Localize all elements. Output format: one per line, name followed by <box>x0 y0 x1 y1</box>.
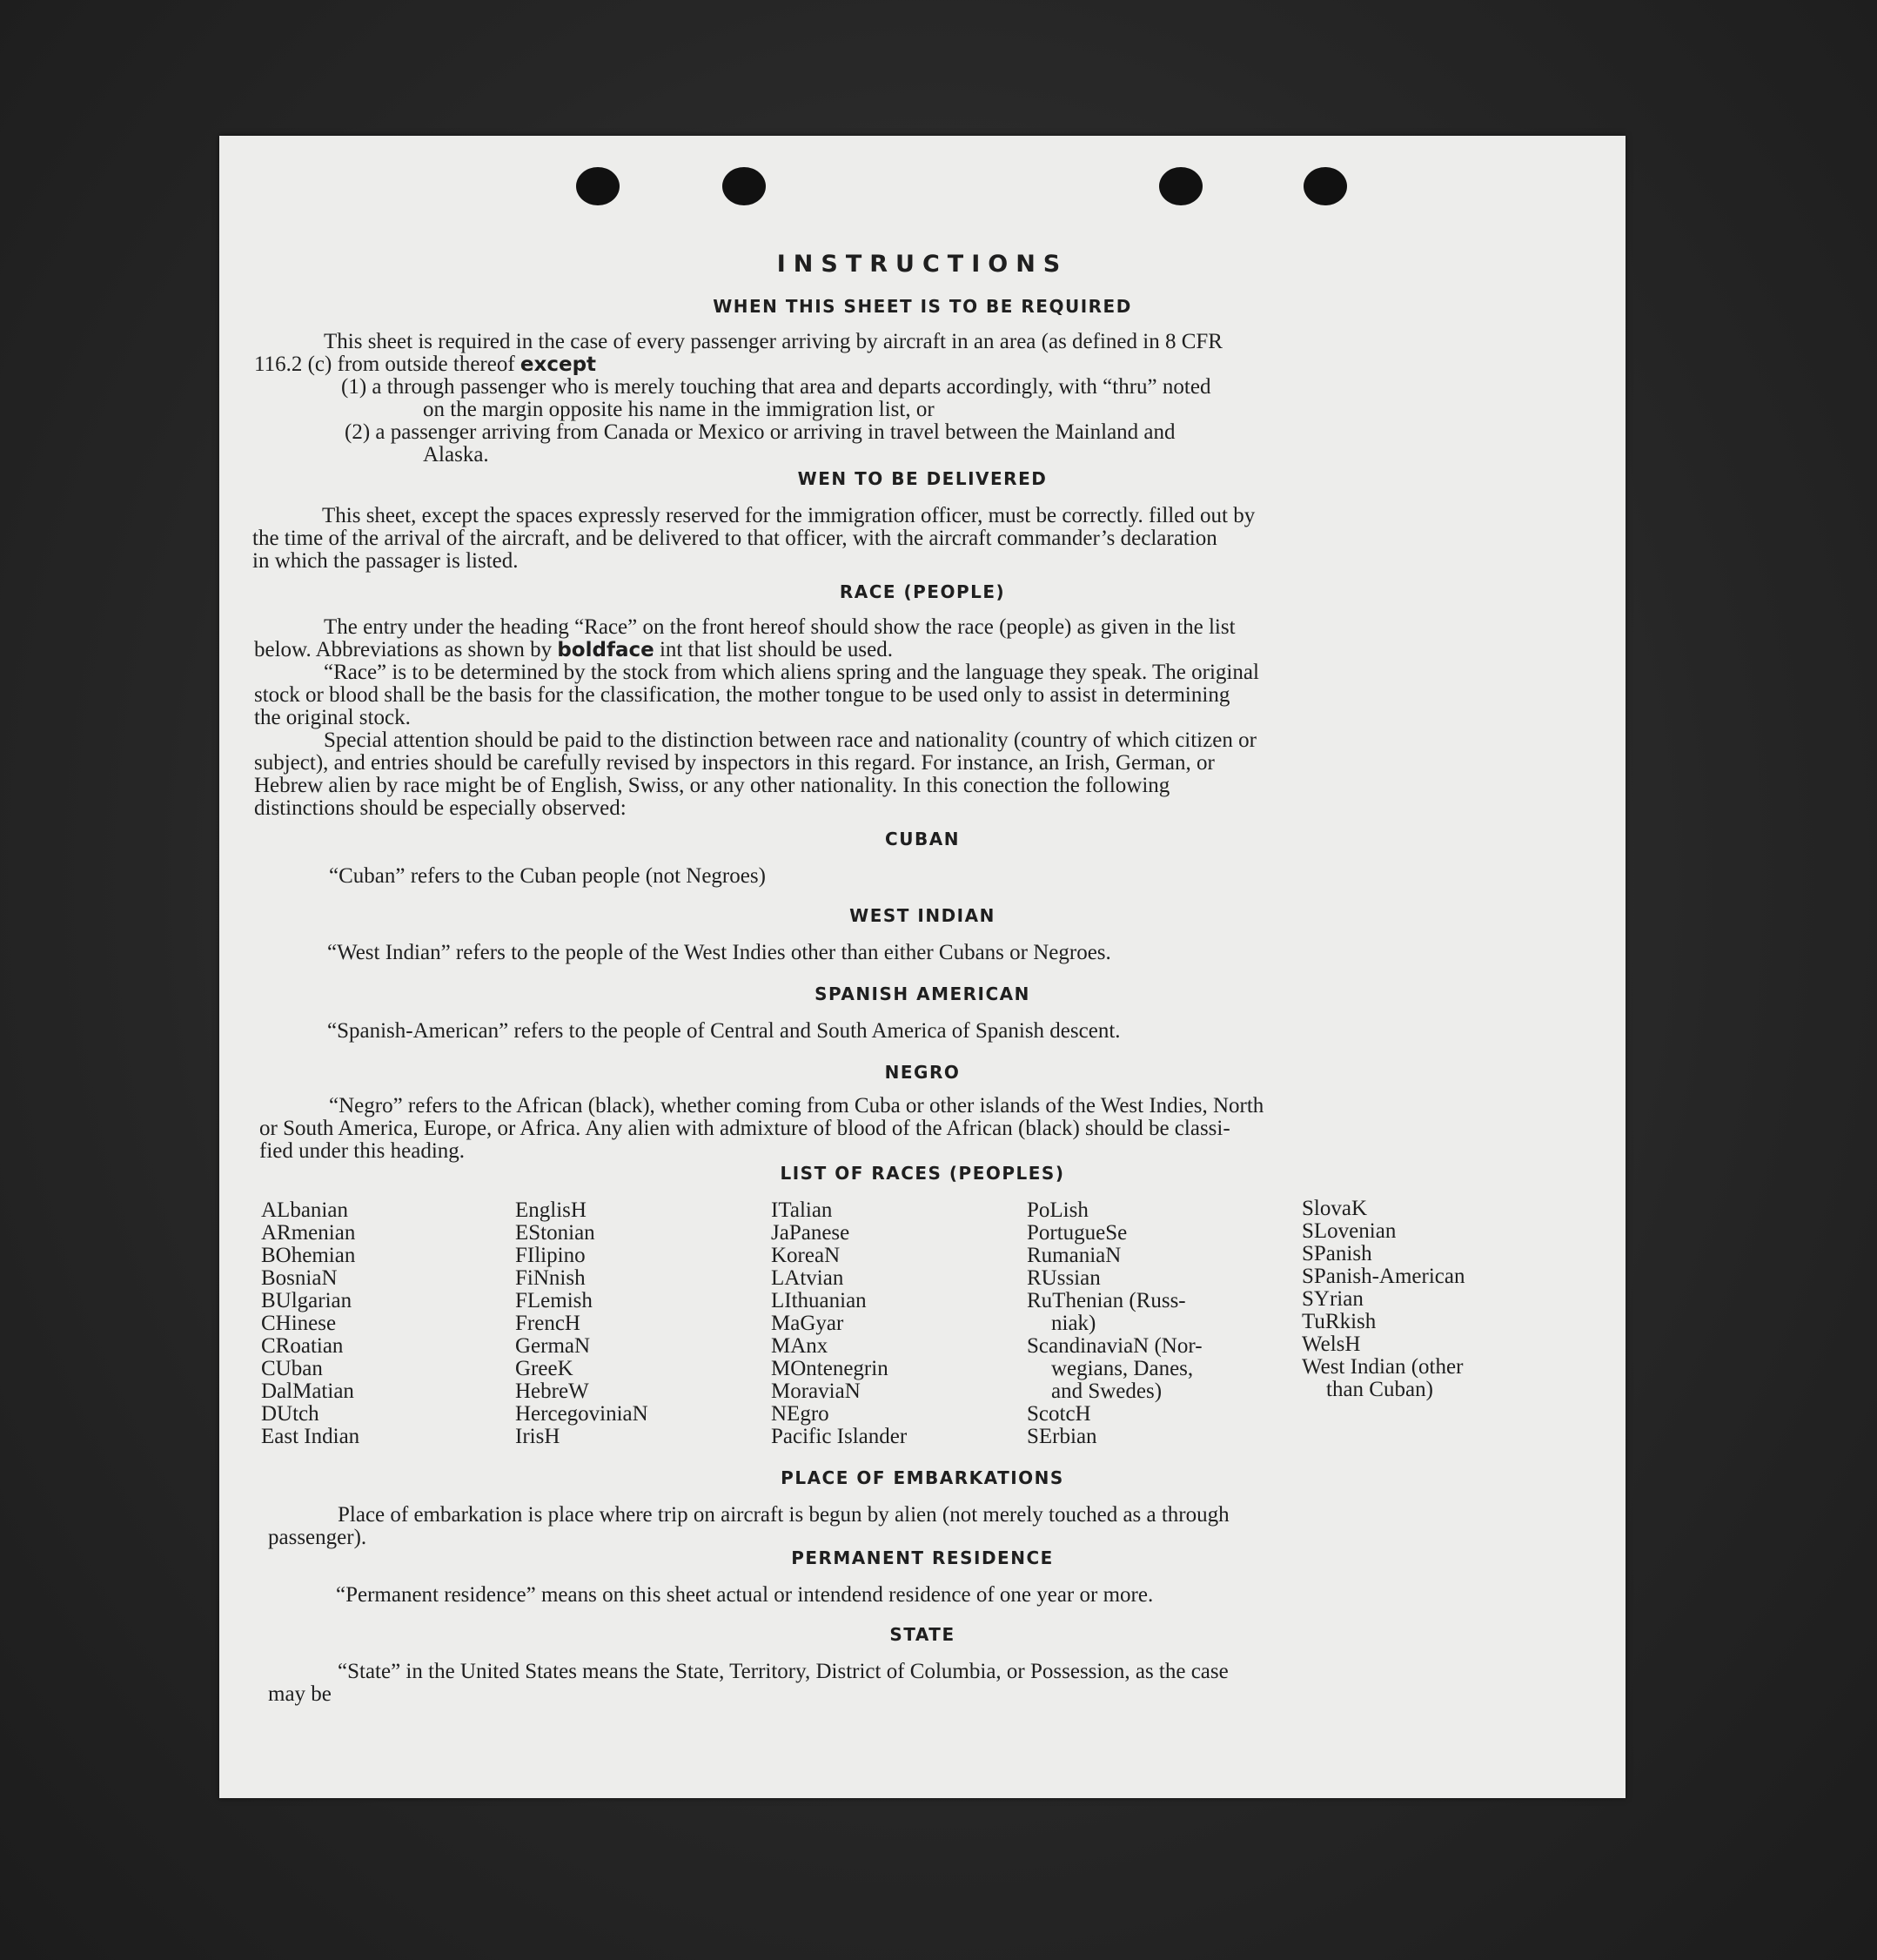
race-item: SPanish <box>1302 1242 1372 1265</box>
heading-cuban: CUBAN <box>885 829 960 849</box>
race-item: RUssian <box>1027 1266 1101 1290</box>
text-permanent-residence: “Permanent residence” means on this sheet actual or intendend residence of one year or more. <box>336 1583 1154 1607</box>
race-item: GermaN <box>515 1334 591 1358</box>
heading-spanish-american: SPANISH AMERICAN <box>814 983 1030 1004</box>
text-line: Hebrew alien by race might be of English, Swiss, or any other nationality. In this conection the following <box>254 774 1170 797</box>
text-cuban: “Cuban” refers to the Cuban people (not Negroes) <box>329 864 766 888</box>
race-item: BosniaN <box>261 1266 338 1290</box>
race-item: MaGyar <box>771 1312 844 1335</box>
race-item: SLovenian <box>1302 1219 1397 1243</box>
text-segment: 116.2 (c) from outside thereof <box>254 352 520 376</box>
heading-when-required: WHEN THIS SHEET IS TO BE REQUIRED <box>713 296 1132 317</box>
race-item: NEgro <box>771 1402 829 1426</box>
punch-hole <box>1159 167 1203 205</box>
text-line: on the margin opposite his name in the immigration list, or <box>423 398 935 421</box>
race-item: MoraviaN <box>771 1379 861 1403</box>
race-item: DalMatian <box>261 1379 354 1403</box>
race-item: TuRkish <box>1302 1310 1377 1333</box>
race-item: RuThenian (Russ- <box>1027 1289 1186 1312</box>
race-item: MAnx <box>771 1334 828 1358</box>
text-line: (1) a through passenger who is merely touching that area and departs accordingly, with “thru” noted <box>341 375 1211 399</box>
heading-negro: NEGRO <box>884 1062 961 1083</box>
text-line: This sheet, except the spaces expressly reserved for the immigration officer, must be correctly. filled out by <box>322 504 1256 527</box>
heading-when-delivered: WEN TO BE DELIVERED <box>797 468 1048 489</box>
race-item: FLemish <box>515 1289 593 1312</box>
text-line: or South America, Europe, or Africa. Any alien with admixture of blood of the African (black) should be classi- <box>259 1117 1230 1140</box>
race-item: SPanish-American <box>1302 1265 1465 1288</box>
race-item: FIlipino <box>515 1244 586 1267</box>
text-line: fied under this heading. <box>259 1139 466 1163</box>
race-item: PortugueSe <box>1027 1221 1128 1245</box>
race-item: RumaniaN <box>1027 1244 1122 1267</box>
text-line: may be <box>268 1682 332 1706</box>
race-item: EnglisH <box>515 1198 587 1222</box>
text-line: the time of the arrival of the aircraft, and be delivered to that officer, with the aircraft commander’s declaration <box>252 527 1217 550</box>
text-line: This sheet is required in the case of every passenger arriving by aircraft in an area (as defined in 8 CFR <box>324 330 1223 353</box>
race-item: BUlgarian <box>261 1289 352 1312</box>
race-item: GreeK <box>515 1357 573 1380</box>
emphasis-text: except <box>520 353 597 376</box>
races-column-4 <box>1027 1199 1203 1448</box>
text-line: The entry under the heading “Race” on the front hereof should show the race (people) as given in the list <box>324 615 1236 639</box>
text-line: “Negro” refers to the African (black), whether coming from Cuba or other islands of the West Indies, North <box>329 1094 1264 1118</box>
race-item: ARmenian <box>261 1221 356 1245</box>
race-item: MOntenegrin <box>771 1357 888 1380</box>
race-item: West Indian (other <box>1302 1355 1464 1379</box>
race-item: Pacific Islander <box>771 1425 908 1448</box>
heading-place-of-embarkation: PLACE OF EMBARKATIONS <box>781 1467 1064 1488</box>
text-spanish-american: “Spanish-American” refers to the people of Central and South America of Spanish descent. <box>327 1019 1121 1043</box>
heading-west-indian: WEST INDIAN <box>849 905 995 926</box>
race-item: IrisH <box>515 1425 560 1448</box>
race-item: DUtch <box>261 1402 319 1426</box>
race-item: LIthuanian <box>771 1289 867 1312</box>
race-item: ScandinaviaN (Nor- <box>1027 1334 1203 1358</box>
emphasis-text: boldface <box>557 639 654 661</box>
paragraph-when-required <box>254 331 1554 467</box>
race-item: ITalian <box>771 1198 833 1222</box>
race-item: WelsH <box>1302 1332 1361 1356</box>
heading-state: STATE <box>889 1624 955 1645</box>
race-item: HebreW <box>515 1379 589 1403</box>
races-column-3 <box>771 1199 907 1448</box>
race-item: CRoatian <box>261 1334 344 1358</box>
race-item: ScotcH <box>1027 1402 1091 1426</box>
race-item: East Indian <box>261 1425 360 1448</box>
paragraph-race <box>254 616 1559 820</box>
text-line: Place of embarkation is place where trip on aircraft is begun by alien (not merely touched as a through <box>338 1503 1230 1527</box>
punch-hole <box>576 167 620 205</box>
race-item: CHinese <box>261 1312 337 1335</box>
race-item-continued: and Swedes) <box>1051 1379 1163 1403</box>
text-line: stock or blood shall be the basis for the classification, the mother tongue to be used only to assist in determining <box>254 683 1230 707</box>
instruction-sheet <box>219 136 1626 1798</box>
paragraph-state <box>268 1661 1568 1706</box>
races-column-1 <box>261 1199 359 1448</box>
race-item: FiNnish <box>515 1266 586 1290</box>
heading-list-of-races: LIST OF RACES (PEOPLES) <box>780 1163 1065 1184</box>
heading-race: RACE (PEOPLE) <box>839 581 1006 602</box>
text-segment: int that list should be used. <box>654 638 894 661</box>
paragraph-negro <box>259 1095 1559 1163</box>
text-line: passenger). <box>268 1526 367 1549</box>
text-line: “State” in the United States means the State, Territory, District of Columbia, or Possession, as the case <box>338 1660 1229 1683</box>
document-title: INSTRUCTIONS <box>776 251 1069 278</box>
race-item: ALbanian <box>261 1198 348 1222</box>
text-line <box>254 639 1559 661</box>
race-item: CUban <box>261 1357 323 1380</box>
races-column-2 <box>515 1199 648 1448</box>
paragraph-embarkation <box>268 1504 1568 1549</box>
text-line: the original stock. <box>254 706 411 729</box>
race-item: LAtvian <box>771 1266 844 1290</box>
race-item: BOhemian <box>261 1244 356 1267</box>
race-item: JaPanese <box>771 1221 850 1245</box>
race-item: FrencH <box>515 1312 580 1335</box>
punch-hole <box>722 167 766 205</box>
race-item: KoreaN <box>771 1244 841 1267</box>
paragraph-when-delivered <box>252 505 1558 573</box>
text-line: Alaska. <box>423 443 489 467</box>
punch-hole <box>1304 167 1347 205</box>
race-item: PoLish <box>1027 1198 1089 1222</box>
text-segment: below. Abbreviations as shown by <box>254 638 558 661</box>
race-item-continued: niak) <box>1051 1312 1096 1335</box>
text-line: Special attention should be paid to the distinction between race and nationality (country of which citizen or <box>324 728 1257 752</box>
heading-permanent-residence: PERMANENT RESIDENCE <box>791 1547 1054 1568</box>
text-line: subject), and entries should be carefully revised by inspectors in this regard. For instance, an Irish, German, or <box>254 751 1215 775</box>
text-line: in which the passager is listed. <box>252 549 519 573</box>
text-line: (2) a passenger arriving from Canada or Mexico or arriving in travel between the Mainland and <box>345 420 1176 444</box>
race-item: SlovaK <box>1302 1197 1367 1220</box>
text-line <box>254 353 1554 376</box>
race-item: EStonian <box>515 1221 595 1245</box>
race-item-continued: than Cuban) <box>1326 1378 1433 1401</box>
race-item: SYrian <box>1302 1287 1364 1311</box>
race-item: HercegoviniaN <box>515 1402 648 1426</box>
text-line: “Race” is to be determined by the stock from which aliens spring and the language they speak. The original <box>324 661 1259 684</box>
race-item: SErbian <box>1027 1425 1097 1448</box>
text-line: distinctions should be especially observed: <box>254 796 627 820</box>
races-column-5 <box>1302 1198 1465 1401</box>
race-item-continued: wegians, Danes, <box>1051 1357 1194 1380</box>
text-west-indian: “West Indian” refers to the people of the West Indies other than either Cubans or Negroes. <box>327 941 1111 964</box>
